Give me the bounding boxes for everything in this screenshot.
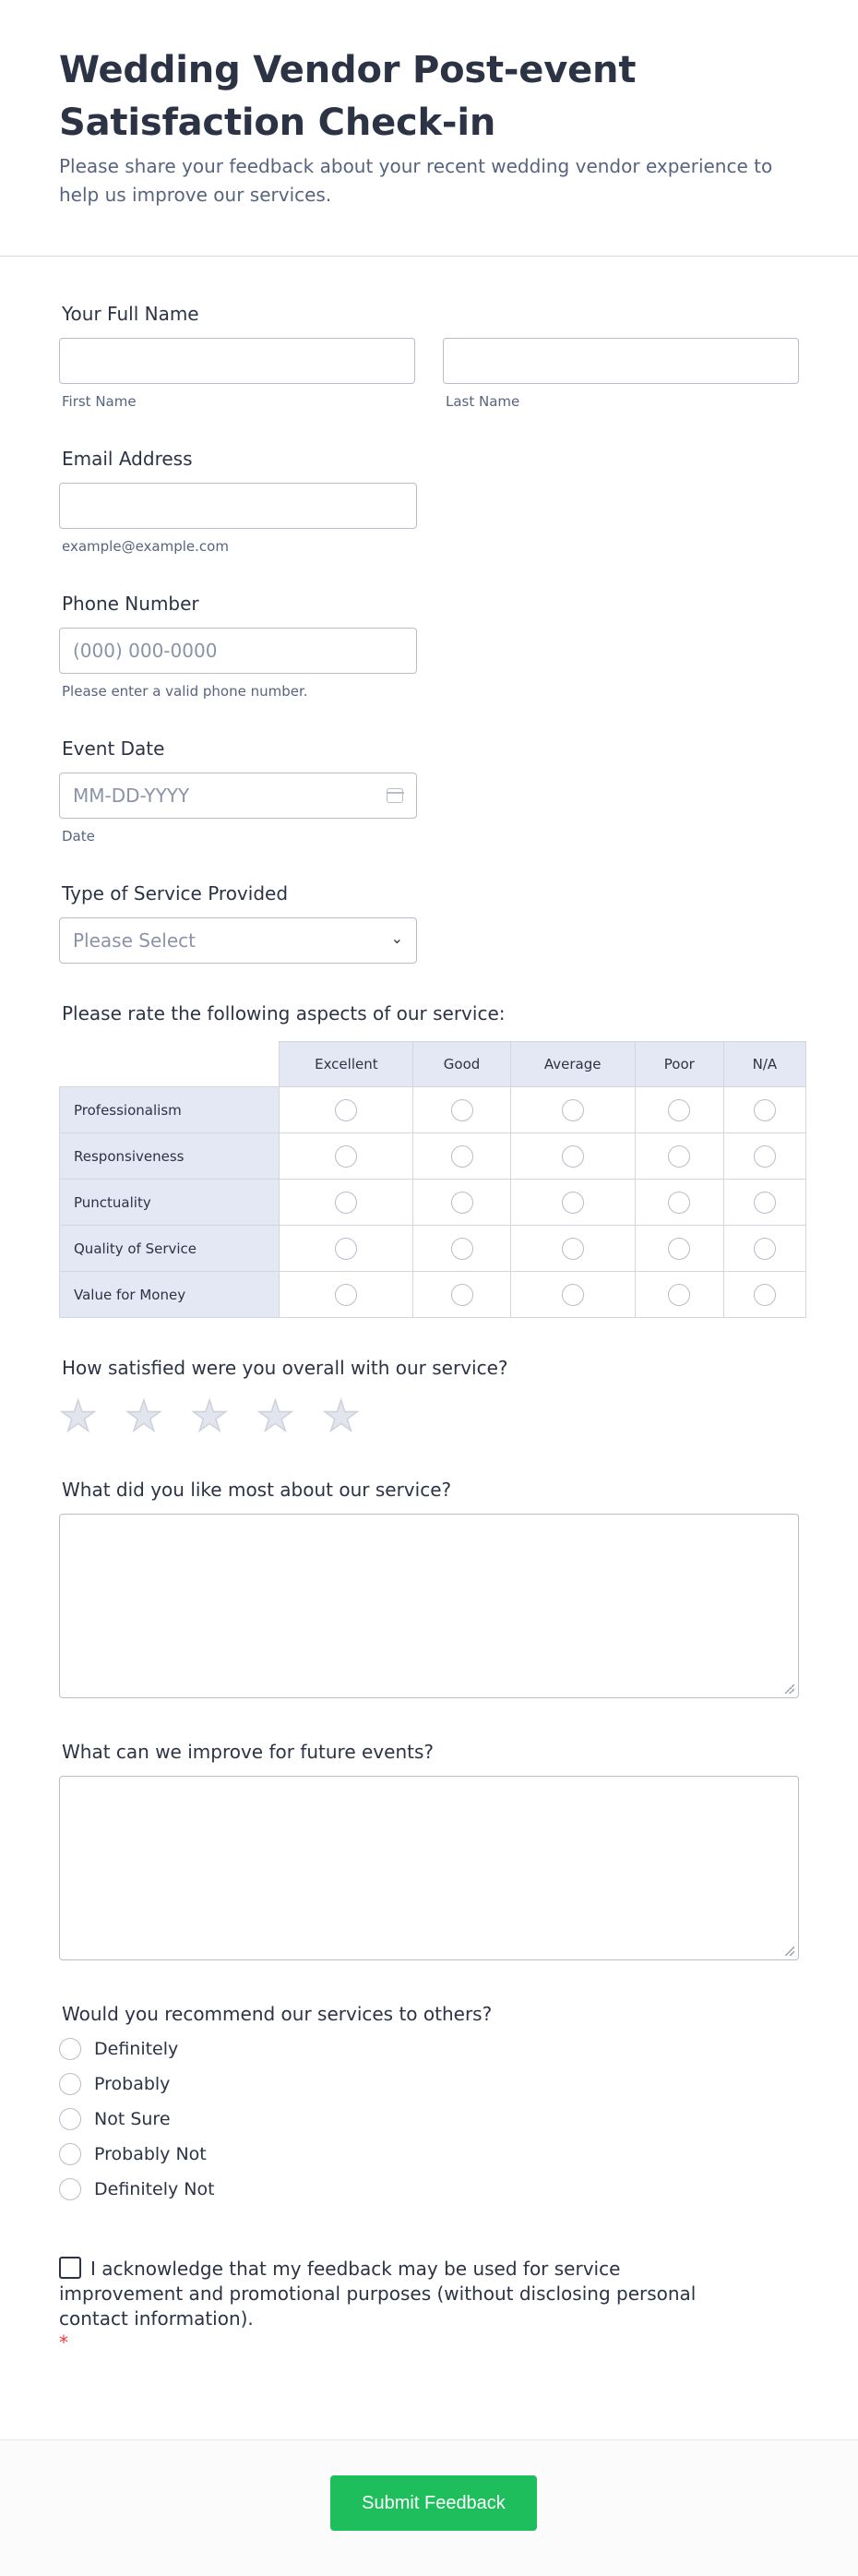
matrix-radio[interactable] <box>335 1192 357 1214</box>
phone-sublabel: Please enter a valid phone number. <box>62 683 308 700</box>
event-date-input[interactable] <box>59 773 417 819</box>
matrix-radio[interactable] <box>335 1238 357 1260</box>
matrix-radio[interactable] <box>451 1192 473 1214</box>
recommend-field <box>59 2003 799 2207</box>
matrix-row-punctuality <box>60 1180 806 1226</box>
matrix-radio[interactable] <box>562 1238 584 1260</box>
acknowledge-text: I acknowledge that my feedback may be used for service improvement and promotional purposes (without disclosing personal contact information). <box>59 2258 697 2330</box>
star-icon[interactable]: ★ <box>322 1391 361 1441</box>
liked-textarea[interactable] <box>59 1514 799 1698</box>
matrix-radio[interactable] <box>668 1099 690 1121</box>
liked-label: What did you like most about our service? <box>62 1479 452 1501</box>
matrix-radio[interactable] <box>754 1192 776 1214</box>
phone-field <box>59 593 799 700</box>
matrix-col-excellent: Excellent <box>280 1042 413 1087</box>
option-label: Probably Not <box>94 2144 207 2164</box>
form-title: Wedding Vendor Post-event Satisfaction Check-in <box>59 49 637 144</box>
option-label: Definitely Not <box>94 2179 215 2199</box>
first-name-col <box>59 338 415 410</box>
overall-rating-field <box>59 1357 799 1441</box>
matrix-radio[interactable] <box>451 1284 473 1306</box>
matrix-radio[interactable] <box>754 1284 776 1306</box>
matrix-row-label: Punctuality <box>60 1180 280 1226</box>
recommend-option[interactable] <box>59 2067 799 2102</box>
recommend-option[interactable] <box>59 2137 799 2172</box>
recommend-label: Would you recommend our services to others? <box>62 2003 493 2025</box>
resize-handle-icon[interactable] <box>785 1684 794 1694</box>
first-name-input[interactable] <box>59 338 415 384</box>
matrix-radio[interactable] <box>562 1145 584 1168</box>
matrix-radio[interactable] <box>451 1145 473 1168</box>
full-name-field <box>59 303 799 410</box>
email-label: Email Address <box>62 448 193 470</box>
matrix-radio[interactable] <box>335 1099 357 1121</box>
matrix-radio[interactable] <box>562 1284 584 1306</box>
service-type-placeholder: Please Select <box>73 929 196 952</box>
event-date-field <box>59 737 799 845</box>
rating-matrix-label: Please rate the following aspects of our service: <box>62 1002 506 1024</box>
rating-matrix-field <box>59 1002 799 1318</box>
calendar-icon[interactable] <box>387 788 403 803</box>
option-label: Probably <box>94 2074 171 2094</box>
email-field <box>59 448 799 555</box>
resize-handle-icon[interactable] <box>785 1947 794 1956</box>
matrix-row-quality <box>60 1226 806 1272</box>
service-type-field <box>59 882 799 964</box>
last-name-col <box>443 338 799 410</box>
event-date-sublabel: Date <box>62 828 95 845</box>
form-footer <box>0 2439 858 2576</box>
matrix-radio[interactable] <box>451 1099 473 1121</box>
submit-button[interactable]: Submit Feedback <box>330 2475 537 2531</box>
recommend-option[interactable] <box>59 2031 799 2067</box>
header-divider <box>0 256 858 257</box>
matrix-row-value <box>60 1272 806 1318</box>
radio-button[interactable] <box>59 2108 81 2130</box>
star-icon[interactable]: ★ <box>190 1391 229 1441</box>
matrix-corner <box>60 1042 280 1087</box>
star-rating <box>59 1391 799 1441</box>
name-row <box>59 338 799 410</box>
star-icon[interactable]: ★ <box>256 1391 294 1441</box>
service-type-label: Type of Service Provided <box>62 882 289 905</box>
matrix-radio[interactable] <box>451 1238 473 1260</box>
matrix-col-average: Average <box>510 1042 635 1087</box>
email-sublabel: example@example.com <box>62 538 229 555</box>
phone-label: Phone Number <box>62 593 199 615</box>
matrix-radio[interactable] <box>754 1145 776 1168</box>
event-date-placeholder: MM-DD-YYYY <box>73 785 190 807</box>
matrix-radio[interactable] <box>754 1099 776 1121</box>
matrix-col-poor: Poor <box>635 1042 723 1087</box>
form-subtitle: Please share your feedback about your recent wedding vendor experience to help us improve our services. <box>59 155 773 206</box>
matrix-radio[interactable] <box>562 1192 584 1214</box>
acknowledge-checkbox[interactable] <box>59 2257 81 2279</box>
matrix-row-responsiveness <box>60 1133 806 1180</box>
radio-button[interactable] <box>59 2143 81 2165</box>
star-icon[interactable]: ★ <box>59 1391 98 1441</box>
matrix-row-label: Quality of Service <box>60 1226 280 1272</box>
recommend-options <box>59 2031 799 2207</box>
option-label: Definitely <box>94 2039 179 2059</box>
recommend-option[interactable] <box>59 2102 799 2137</box>
last-name-input[interactable] <box>443 338 799 384</box>
overall-rating-label: How satisfied were you overall with our service? <box>62 1357 508 1379</box>
matrix-row-label: Responsiveness <box>60 1133 280 1180</box>
radio-button[interactable] <box>59 2073 81 2095</box>
event-date-label: Event Date <box>62 737 165 760</box>
matrix-radio[interactable] <box>335 1145 357 1168</box>
form-body <box>0 303 858 2354</box>
matrix-radio[interactable] <box>668 1284 690 1306</box>
rating-matrix <box>59 1041 806 1318</box>
matrix-radio[interactable] <box>668 1238 690 1260</box>
matrix-row-label: Value for Money <box>60 1272 280 1318</box>
acknowledge-text-block <box>59 2257 733 2331</box>
chevron-down-icon: ⌄ <box>390 929 403 947</box>
improve-field <box>59 1741 799 1960</box>
recommend-option[interactable] <box>59 2172 799 2207</box>
form-header <box>0 0 858 256</box>
service-type-select[interactable] <box>59 917 417 964</box>
matrix-radio[interactable] <box>335 1284 357 1306</box>
radio-button[interactable] <box>59 2038 81 2060</box>
improve-textarea[interactable] <box>59 1776 799 1960</box>
matrix-row-professionalism <box>60 1087 806 1133</box>
matrix-radio[interactable] <box>668 1192 690 1214</box>
improve-label: What can we improve for future events? <box>62 1741 434 1763</box>
matrix-radio[interactable] <box>754 1238 776 1260</box>
required-mark: * <box>59 2331 68 2354</box>
first-name-sublabel: First Name <box>62 393 137 410</box>
last-name-sublabel: Last Name <box>446 393 520 410</box>
phone-input[interactable]: (000) 000-0000 <box>59 628 417 674</box>
option-label: Not Sure <box>94 2109 171 2129</box>
star-icon[interactable]: ★ <box>125 1391 163 1441</box>
acknowledge-field <box>59 2257 799 2354</box>
liked-field <box>59 1479 799 1698</box>
matrix-row-label: Professionalism <box>60 1087 280 1133</box>
full-name-label: Your Full Name <box>62 303 199 325</box>
radio-button[interactable] <box>59 2178 81 2200</box>
matrix-radio[interactable] <box>562 1099 584 1121</box>
matrix-radio[interactable] <box>668 1145 690 1168</box>
email-input[interactable] <box>59 483 417 529</box>
matrix-col-na: N/A <box>723 1042 805 1087</box>
matrix-col-good: Good <box>413 1042 510 1087</box>
